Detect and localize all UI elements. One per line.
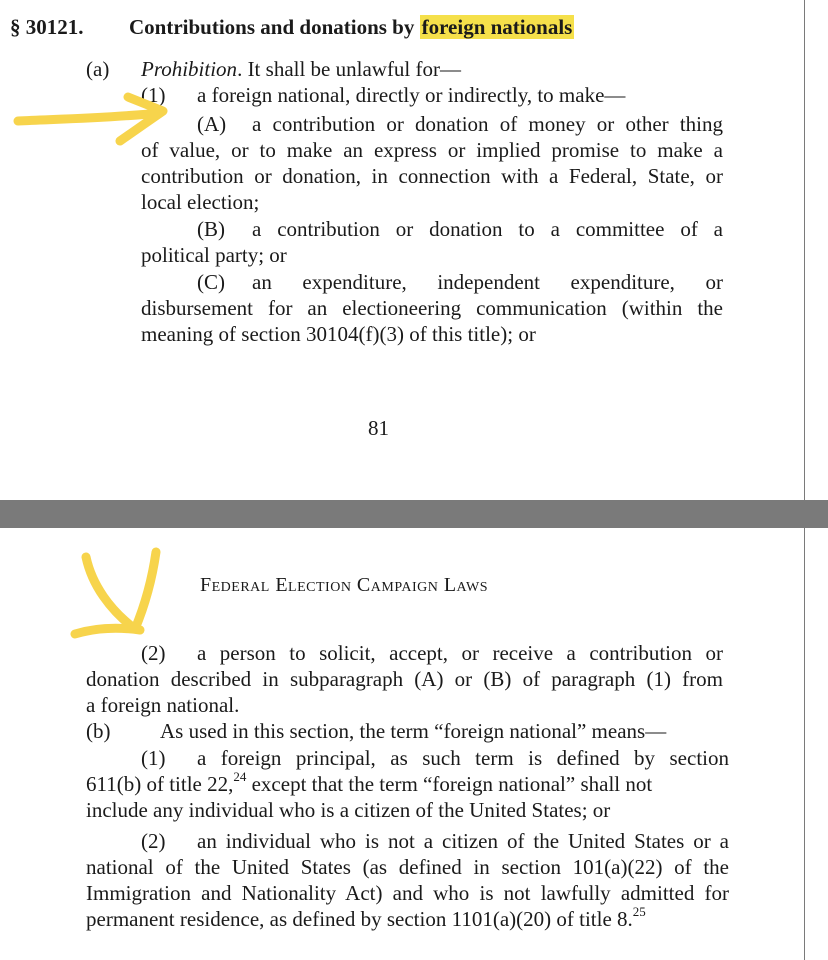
paragraph-2-line3: a foreign national. [86, 693, 240, 717]
paragraph-1-text: a foreign national, directly or indirectly, to make— [197, 83, 626, 107]
clause-B-label: (B) [197, 217, 225, 241]
b-paragraph-2-label: (2) [141, 829, 166, 853]
subsection-a-lead [141, 56, 461, 82]
b-paragraph-2-line4a: permanent residence, as defined by section 1101(a)(20) of title 8. [86, 907, 633, 931]
b-paragraph-1-line2a: 611(b) of title 22, [86, 772, 234, 796]
b-paragraph-1-label: (1) [141, 746, 166, 770]
b-paragraph-1-line2 [86, 771, 652, 797]
subsection-a-text: . It shall be unlawful for— [237, 57, 462, 81]
paragraph-1-label: (1) [141, 83, 166, 107]
clause-A-line4: local election; [141, 190, 260, 214]
clause-A-line2: of value, or to make an express or implied promise to make a [141, 138, 723, 162]
page-number: 81 [368, 416, 389, 440]
clause-B-line1: a contribution or donation to a committee of a [252, 217, 723, 241]
clause-A-line1: a contribution or donation of money or other thing [252, 112, 723, 136]
clause-A-label: (A) [197, 112, 227, 136]
clause-C-label: (C) [197, 270, 225, 294]
clause-C-line2: disbursement for an electioneering communication (within the [141, 296, 723, 320]
paragraph-2-line2: donation described in subparagraph (A) or (B) of paragraph (1) from [86, 667, 723, 691]
subsection-b-label: (b) [86, 719, 111, 743]
clause-C-line1: an expenditure, independent expenditure, or [252, 270, 723, 294]
footnote-ref-24[interactable]: 24 [233, 769, 247, 784]
scrollbar-track[interactable] [805, 0, 828, 500]
running-head: Federal Election Campaign Laws [200, 574, 489, 596]
b-paragraph-2-line2: national of the United States (as defined in section 101(a)(22) of the [86, 855, 729, 879]
b-paragraph-1-line2b: except that the term “foreign national” shall not [246, 772, 653, 796]
subsection-a-heading: Prohibition [141, 57, 238, 81]
highlighted-text: foreign nationals [421, 15, 573, 39]
clause-A-line3: contribution or donation, in connection with a Federal, State, or [141, 164, 723, 188]
section-title [129, 14, 574, 40]
subsection-b-text: As used in this section, the term “foreign national” means— [160, 719, 667, 743]
section-title-prefix: Contributions and donations by [129, 15, 415, 39]
clause-B-line2: political party; or [141, 243, 287, 267]
b-paragraph-1-line3: include any individual who is a citizen of the United States; or [86, 798, 611, 822]
paragraph-2-label: (2) [141, 641, 166, 665]
b-paragraph-2-line4 [86, 906, 646, 932]
b-paragraph-1-line1: a foreign principal, as such term is defined by section [197, 746, 729, 770]
b-paragraph-2-line3: Immigration and Nationality Act) and who is not lawfully admitted for [86, 881, 729, 905]
document-page-82 [0, 528, 804, 960]
scrollbar-track[interactable] [805, 528, 828, 960]
paragraph-2-line1: a person to solicit, accept, or receive a contribution or [197, 641, 723, 665]
section-number: § 30121. [10, 15, 84, 39]
b-paragraph-2-line1: an individual who is not a citizen of the United States or a [197, 829, 729, 853]
clause-C-line3: meaning of section 30104(f)(3) of this title); or [141, 322, 536, 346]
subsection-a-label: (a) [86, 57, 110, 81]
footnote-ref-25[interactable]: 25 [632, 904, 646, 919]
